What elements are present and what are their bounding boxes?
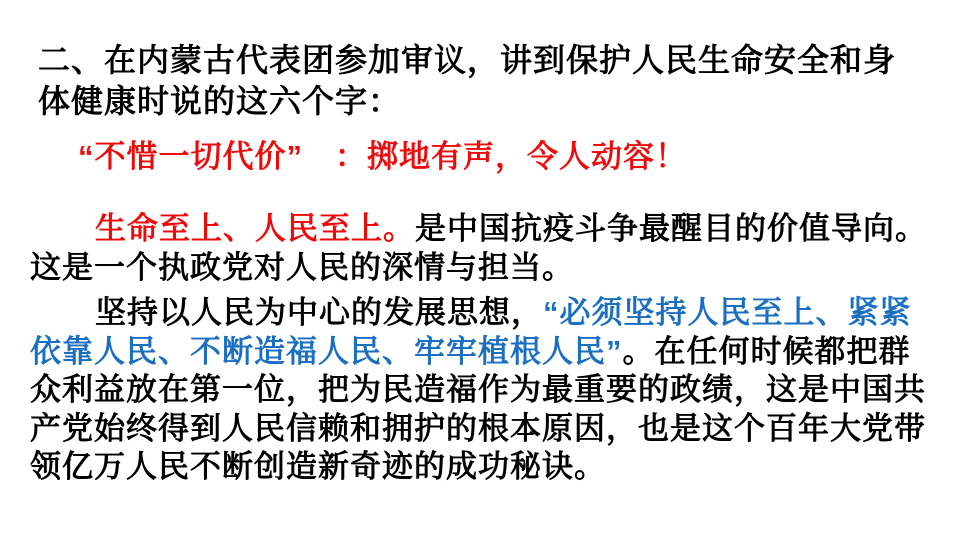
paragraph-people-centered	[30, 294, 938, 487]
heading-line-2: 体健康时说的这六个字：	[38, 83, 402, 119]
para2-line-2	[30, 333, 938, 372]
para1-black-text: 是中国抗疫斗争最醒目的价值导向。	[415, 211, 927, 246]
para2-line-3: 众利益放在第一位，把为民造福作为最重要的政绩，这是中国共	[30, 372, 926, 407]
para2-line1-blue-quote: “必须坚持人民至上、紧紧	[543, 295, 912, 330]
para2-line2-black: 。在任何时候都把群	[622, 333, 911, 369]
para2-line-5: 领亿万人民不断创造新奇迹的成功秘诀。	[30, 449, 606, 484]
para2-line-4: 产党始终得到人民信赖和拥护的根本原因，也是这个百年大党带	[30, 410, 926, 446]
para2-line-1	[30, 294, 938, 333]
para1-line-2: 这是一个执政党对人民的深情与担当。	[30, 249, 574, 285]
para2-line2-blue-quote: 依靠人民、不断造福人民、牢牢植根人民”	[30, 333, 623, 369]
red-quote-line: “不惜一切代价” ：掷地有声，令人动容！	[78, 139, 687, 174]
para2-line1-black: 坚持以人民为中心的发展思想，	[95, 295, 543, 330]
para1-line-1	[30, 210, 938, 249]
heading-line-1: 二、在内蒙古代表团参加审议，讲到保护人民生命安全和身	[38, 42, 897, 78]
para1-red-phrase: 生命至上、人民至上。	[95, 211, 415, 246]
slide-heading	[38, 40, 938, 122]
paragraph-life-first	[30, 210, 938, 287]
